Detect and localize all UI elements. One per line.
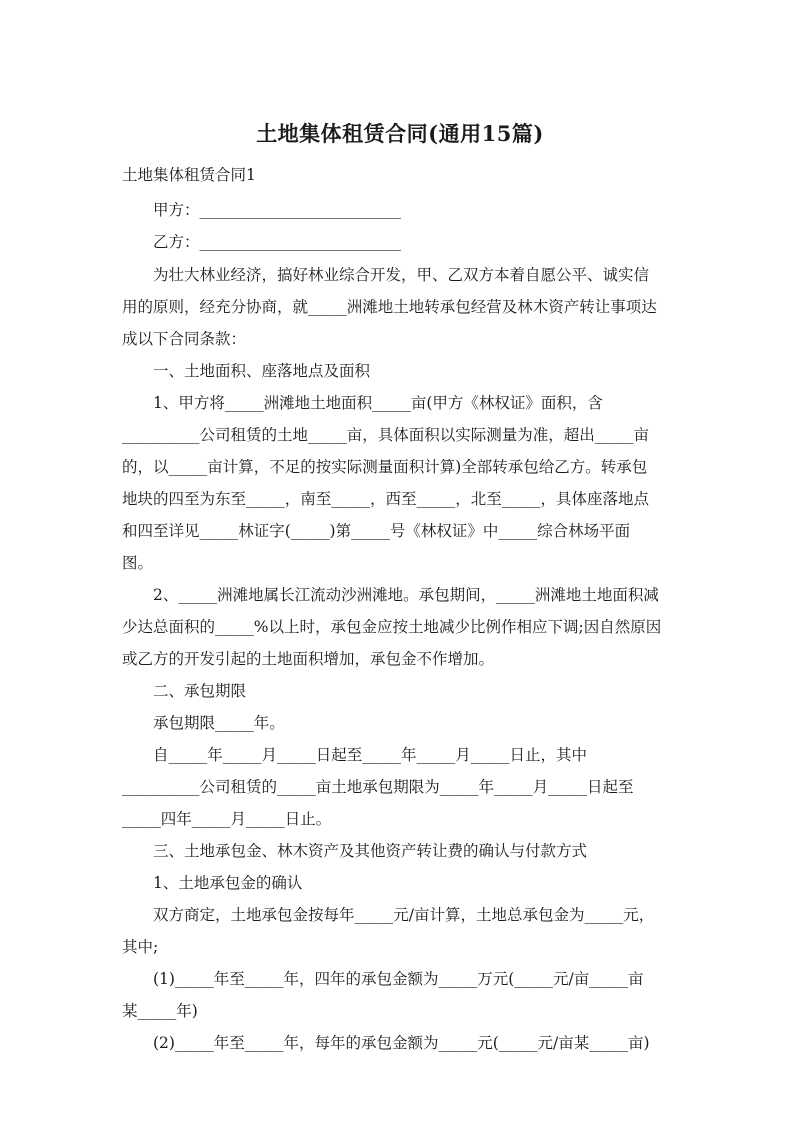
paragraph-line: (1)_____年至_____年，四年的承包金额为_____万元(_____元/亩_____亩 — [153, 970, 644, 988]
paragraph-line: 为壮大林业经济，搞好林业综合开发，甲、乙双方本着自愿公平、诚实信 — [153, 266, 650, 284]
paragraph-line: _____四年_____月_____日止。 — [122, 810, 332, 828]
paragraph-line: 的，以_____亩计算，不足的按实际测量面积计算)全部转承包给乙方。转承包 — [122, 458, 648, 476]
paragraph-line: 2、_____洲滩地属长江流动沙洲滩地。承包期间，_____洲滩地土地面积减 — [153, 586, 659, 604]
party-b-line: 乙方：__________________________ — [153, 233, 402, 251]
section-heading: 三、土地承包金、林木资产及其他资产转让费的确认与付款方式 — [153, 842, 588, 860]
section-heading: 一、土地面积、座落地点及面积 — [153, 362, 371, 380]
paragraph-line: __________公司租赁的土地_____亩，具体面积以实际测量为准，超出_____亩 — [122, 426, 650, 444]
paragraph-line: 某_____年) — [122, 1002, 198, 1020]
paragraph-line: 自_____年_____月_____日起至_____年_____月_____日止，其中 — [153, 746, 588, 764]
paragraph-line: 1、甲方将_____洲滩地土地面积_____亩(甲方《林权证》面积，含 — [153, 394, 603, 412]
paragraph-line: 承包期限_____年。 — [153, 714, 285, 732]
paragraph-line: 和四至详见_____林证字(_____)第_____号《林权证》中_____综合林场平面 — [122, 522, 631, 540]
paragraph-line: 图。 — [122, 554, 154, 572]
paragraph-line: 用的原则，经充分协商，就_____洲滩地土地转承包经营及林木资产转让事项达 — [122, 298, 657, 316]
paragraph-line: __________公司租赁的_____亩土地承包期限为_____年_____月_____日起至 — [122, 778, 634, 796]
paragraph-line: 其中; — [122, 938, 159, 956]
paragraph-line: 双方商定，土地承包金按每年_____元/亩计算，土地总承包金为_____元， — [153, 906, 655, 924]
party-a-line: 甲方：__________________________ — [153, 201, 402, 219]
paragraph-line: 成以下合同条款： — [122, 330, 247, 348]
document-title: 土地集体租赁合同(通用15篇) — [256, 121, 544, 146]
paragraph-line: (2)_____年至_____年，每年的承包金额为_____元(_____元/亩某_____亩) — [153, 1034, 650, 1052]
paragraph-line: 或乙方的开发引起的土地面积增加，承包金不作增加。 — [122, 650, 495, 668]
section-heading: 二、承包期限 — [153, 682, 247, 700]
subsection-heading: 1、土地承包金的确认 — [153, 874, 303, 892]
paragraph-line: 地块的四至为东至_____，南至_____，西至_____，北至_____，具体座落地点 — [122, 490, 650, 508]
contract-heading: 土地集体租赁合同1 — [122, 166, 256, 184]
paragraph-line: 少达总面积的_____%以上时，承包金应按土地减少比例作相应下调;因自然原因 — [122, 618, 662, 636]
